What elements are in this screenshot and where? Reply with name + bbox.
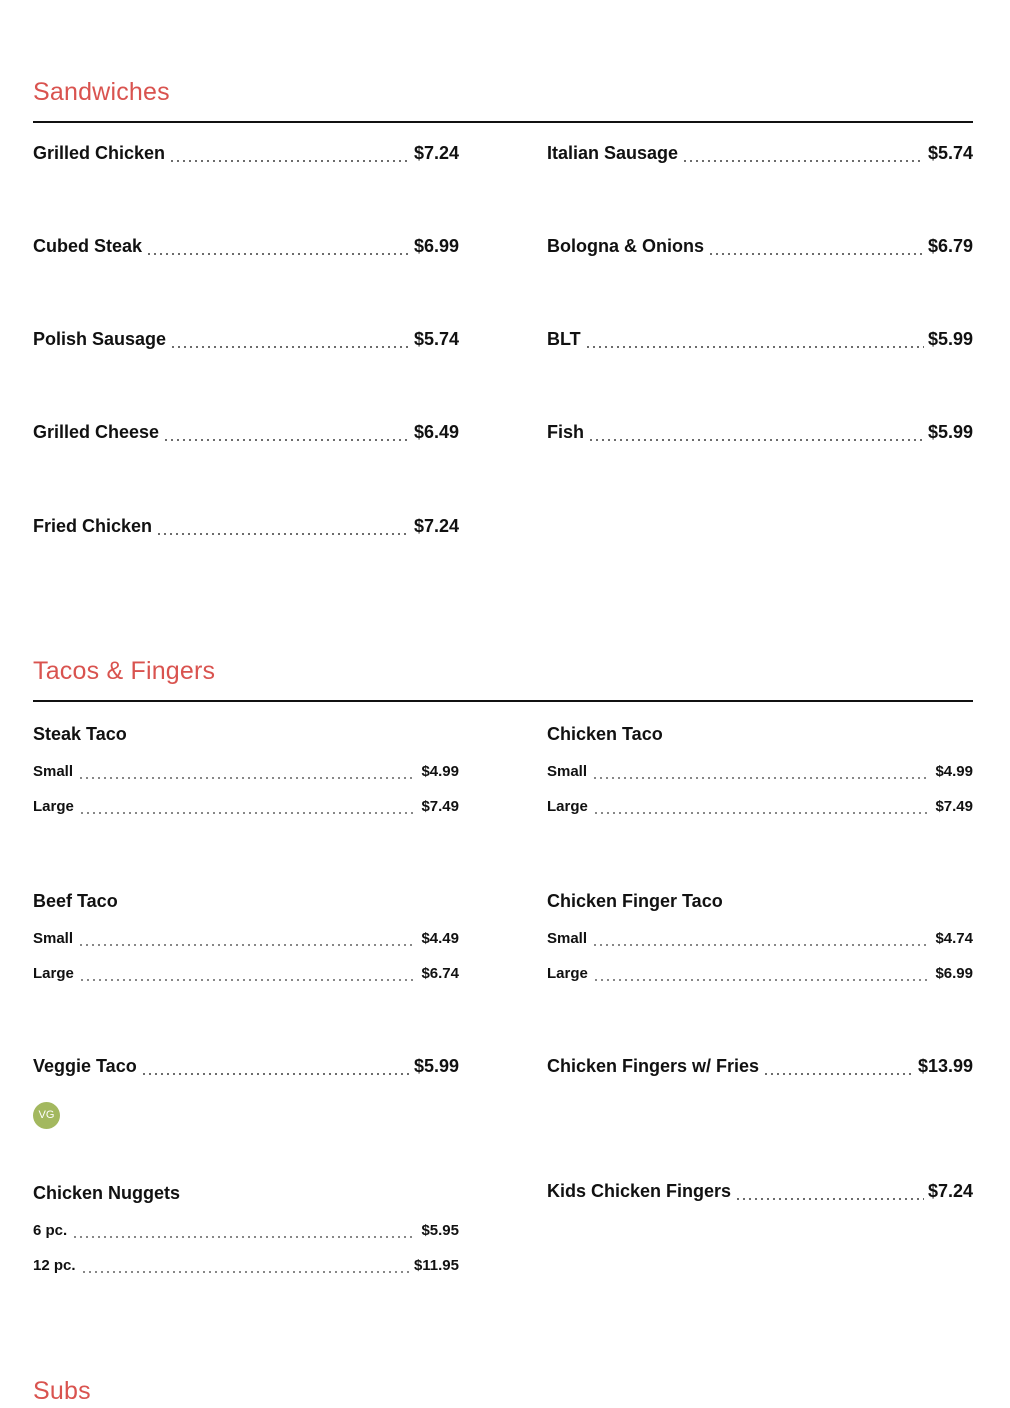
item-price: $6.49 [413, 422, 459, 442]
option-label: Large [547, 798, 588, 815]
item-name: Kids Chicken Fingers [547, 1181, 732, 1201]
menu-item [547, 422, 973, 446]
size-option [33, 1222, 459, 1242]
dot-leader [78, 777, 416, 779]
section-title-sandwiches: Sandwiches [33, 78, 170, 106]
size-option [33, 1257, 459, 1277]
item-price: $5.99 [927, 329, 973, 349]
item-price: $5.74 [927, 143, 973, 163]
section-title-tacos-fingers: Tacos & Fingers [33, 657, 216, 685]
dot-leader [79, 979, 417, 981]
size-option [547, 965, 973, 985]
section-divider [33, 121, 973, 123]
item-price: $5.74 [413, 329, 459, 349]
menu-item-chicken-fingers-fries [547, 1056, 973, 1080]
item-name: Chicken Fingers w/ Fries [547, 1056, 760, 1076]
menu-item-steak-taco [33, 722, 459, 833]
menu-item [33, 329, 459, 353]
menu-item [33, 143, 459, 167]
item-price: $13.99 [917, 1056, 973, 1076]
menu-item-beef-taco [33, 889, 459, 1000]
item-name: Fried Chicken [33, 516, 153, 536]
dot-leader [592, 944, 930, 946]
item-name: Chicken Taco [547, 724, 663, 744]
item-name: Steak Taco [33, 724, 127, 744]
dot-leader [81, 1271, 409, 1273]
size-option [33, 930, 459, 950]
item-price: $7.24 [413, 516, 459, 536]
size-option [33, 965, 459, 985]
item-name: Cubed Steak [33, 236, 143, 256]
item-name: Polish Sausage [33, 329, 167, 349]
option-price: $4.74 [935, 930, 973, 947]
item-name: Chicken Nuggets [33, 1183, 181, 1203]
menu-item-veggie-taco [33, 1056, 459, 1129]
dot-leader [763, 1073, 914, 1075]
section-divider [33, 700, 973, 702]
dot-leader [682, 160, 924, 162]
option-label: Small [547, 763, 588, 780]
vegetarian-badge-icon: VG [33, 1102, 60, 1129]
item-name: Chicken Finger Taco [547, 891, 723, 911]
menu-item [33, 236, 459, 260]
option-price: $7.49 [421, 798, 459, 815]
option-label: Large [33, 965, 74, 982]
option-label: Small [547, 930, 588, 947]
item-price: $5.99 [927, 422, 973, 442]
dot-leader [141, 1073, 410, 1075]
item-name: Grilled Chicken [33, 143, 166, 163]
size-option [547, 763, 973, 783]
menu-item-chicken-taco [547, 722, 973, 833]
dot-leader [79, 812, 417, 814]
option-price: $4.99 [421, 763, 459, 780]
menu-item [547, 236, 973, 260]
dot-leader [593, 812, 931, 814]
item-price: $7.24 [927, 1181, 973, 1201]
menu-item-chicken-finger-taco [547, 889, 973, 1000]
item-price: $7.24 [413, 143, 459, 163]
menu-item [547, 329, 973, 353]
dot-leader [146, 253, 410, 255]
item-name: BLT [547, 329, 581, 349]
item-price: $5.99 [413, 1056, 459, 1076]
dot-leader [735, 1198, 924, 1200]
dot-leader [585, 346, 924, 348]
item-name: Beef Taco [33, 891, 118, 911]
dot-leader [169, 160, 410, 162]
dot-leader [78, 944, 416, 946]
dot-leader [72, 1236, 416, 1238]
section-title-subs: Subs [33, 1377, 91, 1405]
option-label: Large [33, 798, 74, 815]
option-label: 12 pc. [33, 1257, 76, 1274]
menu-item-chicken-nuggets [33, 1181, 459, 1292]
dot-leader [593, 979, 931, 981]
size-option [33, 798, 459, 818]
option-price: $4.99 [935, 763, 973, 780]
menu-item-kids-chicken-fingers [547, 1181, 973, 1205]
option-price: $6.74 [421, 965, 459, 982]
dot-leader [156, 533, 410, 535]
option-label: 6 pc. [33, 1222, 68, 1239]
option-price: $11.95 [413, 1257, 459, 1274]
item-price: $6.99 [413, 236, 459, 256]
dot-leader [170, 346, 410, 348]
option-label: Small [33, 763, 74, 780]
item-name: Grilled Cheese [33, 422, 160, 442]
item-name: Fish [547, 422, 585, 442]
dot-leader [592, 777, 930, 779]
option-label: Large [547, 965, 588, 982]
option-label: Small [33, 930, 74, 947]
size-option [547, 798, 973, 818]
menu-item [547, 143, 973, 167]
dot-leader [588, 439, 924, 441]
item-name: Bologna & Onions [547, 236, 704, 256]
option-price: $7.49 [935, 798, 973, 815]
item-price: $6.79 [927, 236, 973, 256]
size-option [547, 930, 973, 950]
size-option [33, 763, 459, 783]
menu-item [33, 516, 459, 540]
item-name: Veggie Taco [33, 1056, 137, 1076]
dot-leader [163, 439, 410, 441]
option-price: $4.49 [421, 930, 459, 947]
item-name: Italian Sausage [547, 143, 679, 163]
option-price: $6.99 [935, 965, 973, 982]
option-price: $5.95 [421, 1222, 459, 1239]
dot-leader [708, 253, 924, 255]
menu-item [33, 422, 459, 446]
